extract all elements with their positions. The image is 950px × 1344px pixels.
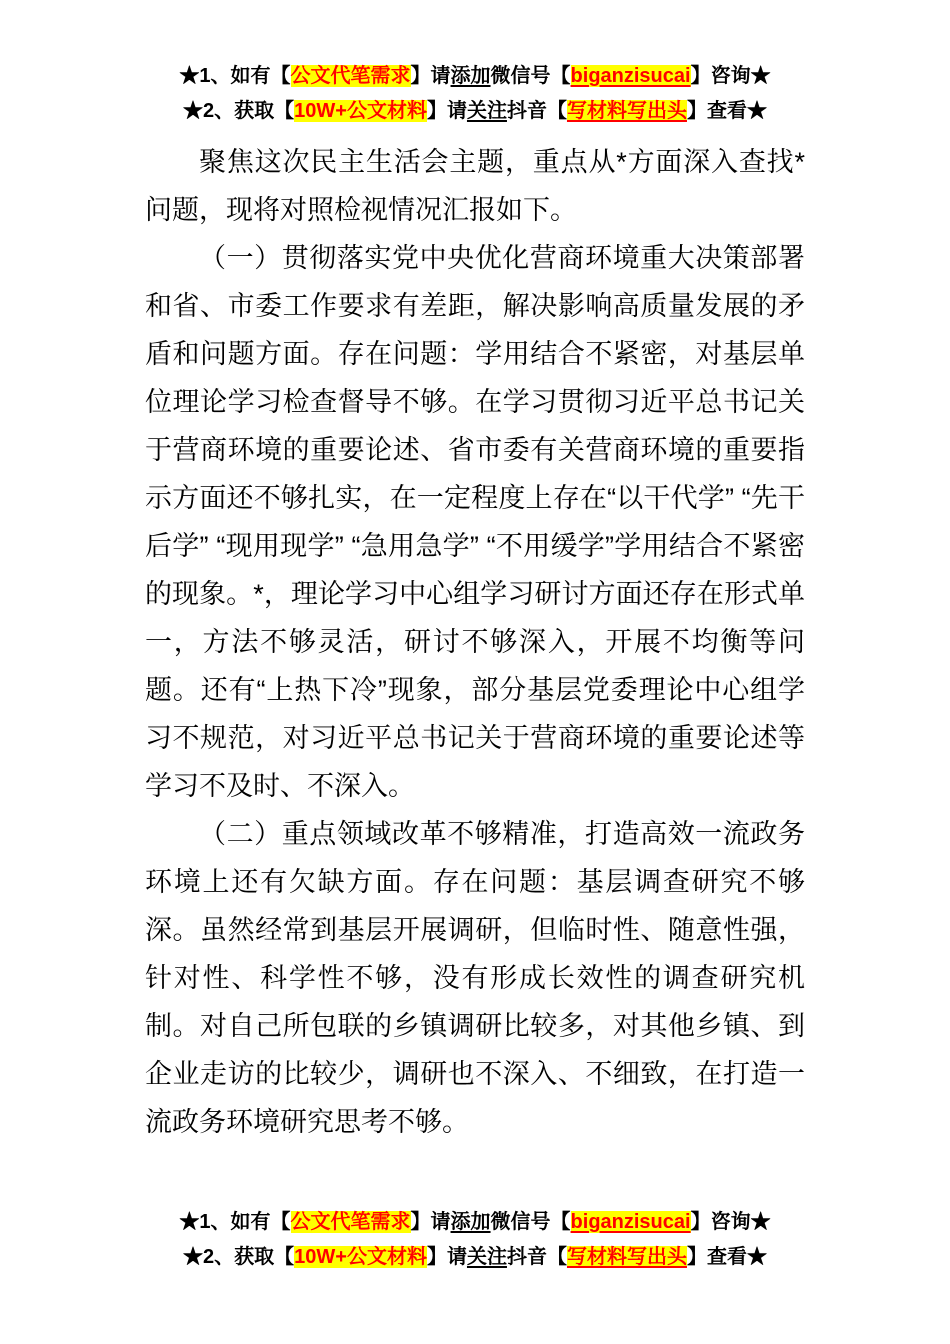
promo-text: 微信号【: [490, 65, 571, 87]
paragraph-section-one: （一）贯彻落实党中央优化营商环境重大决策部署和省、市委工作要求有差距，解决影响高质量发展的矛盾和问题方面。存在问题：学用结合不紧密，对基层单位理论学习检查督导不够。在学习贯彻习近平总书记关于营商环境的重要论述、省市委有关营商环境的重要指示方面还不够扎实，在一定程度上存在“以干代学” “先干后学” “现用现学” “急用急学” “不用缓学”学用结合不紧密的现象。*，理论学习中心组学习研讨方面还存在形式单一，方法不够灵活，研讨不够深入，开展不均衡等问题。还有“上热下冷”现象，部分基层党委理论中心组学习不规范，对习近平总书记关于营商环境的重要论述等学习不及时、不深入。: [145, 243, 805, 801]
promo-underlined-action: 关注: [466, 100, 507, 122]
promo-text: ★2、获取【: [183, 1246, 295, 1268]
promo-highlight-materials: 10W+公文材料: [294, 100, 427, 122]
promo-highlight-service: 公文代笔需求: [290, 65, 411, 87]
promo-footer: [0, 1205, 950, 1275]
promo-text: 】请: [410, 1211, 451, 1233]
promo-footer-line-2: [0, 1240, 950, 1275]
promo-text: ★2、获取【: [183, 100, 295, 122]
promo-text: 】咨询★: [690, 1211, 771, 1233]
promo-text: 抖音【: [506, 1246, 567, 1268]
promo-wechat-id: biganzisucai: [570, 65, 691, 87]
promo-highlight-service: 公文代笔需求: [290, 1211, 411, 1233]
promo-text: 】请: [410, 65, 451, 87]
promo-text: 】咨询★: [690, 65, 771, 87]
promo-header-line-2: [0, 94, 950, 129]
promo-text: 微信号【: [490, 1211, 571, 1233]
promo-footer-line-1: [0, 1205, 950, 1240]
promo-text: 】查看★: [686, 1246, 767, 1268]
promo-douyin-id: 写材料写出头: [566, 100, 687, 122]
promo-text: 抖音【: [506, 100, 567, 122]
promo-wechat-id: biganzisucai: [570, 1211, 691, 1233]
promo-highlight-materials: 10W+公文材料: [294, 1246, 427, 1268]
promo-text: ★1、如有【: [179, 65, 291, 87]
promo-header: [0, 0, 950, 129]
promo-text: 】请: [426, 1246, 467, 1268]
promo-text: ★1、如有【: [179, 1211, 291, 1233]
promo-underlined-action: 添加: [450, 1211, 491, 1233]
promo-text: 】查看★: [686, 100, 767, 122]
promo-header-line-1: [0, 59, 950, 94]
paragraph-section-two: （二）重点领域改革不够精准，打造高效一流政务环境上还有欠缺方面。存在问题：基层调查研究不够深。虽然经常到基层开展调研，但临时性、随意性强，针对性、科学性不够，没有形成长效性的调查研究机制。对自己所包联的乡镇调研比较多，对其他乡镇、到企业走访的比较少，调研也不深入、不细致，在打造一流政务环境研究思考不够。: [145, 819, 805, 1137]
promo-text: 】请: [426, 100, 467, 122]
promo-douyin-id: 写材料写出头: [566, 1246, 687, 1268]
promo-underlined-action: 添加: [450, 65, 491, 87]
paragraph-intro: 聚焦这次民主生活会主题，重点从*方面深入查找*问题，现将对照检视情况汇报如下。: [145, 147, 805, 225]
promo-underlined-action: 关注: [466, 1246, 507, 1268]
document-body: [145, 138, 805, 1146]
